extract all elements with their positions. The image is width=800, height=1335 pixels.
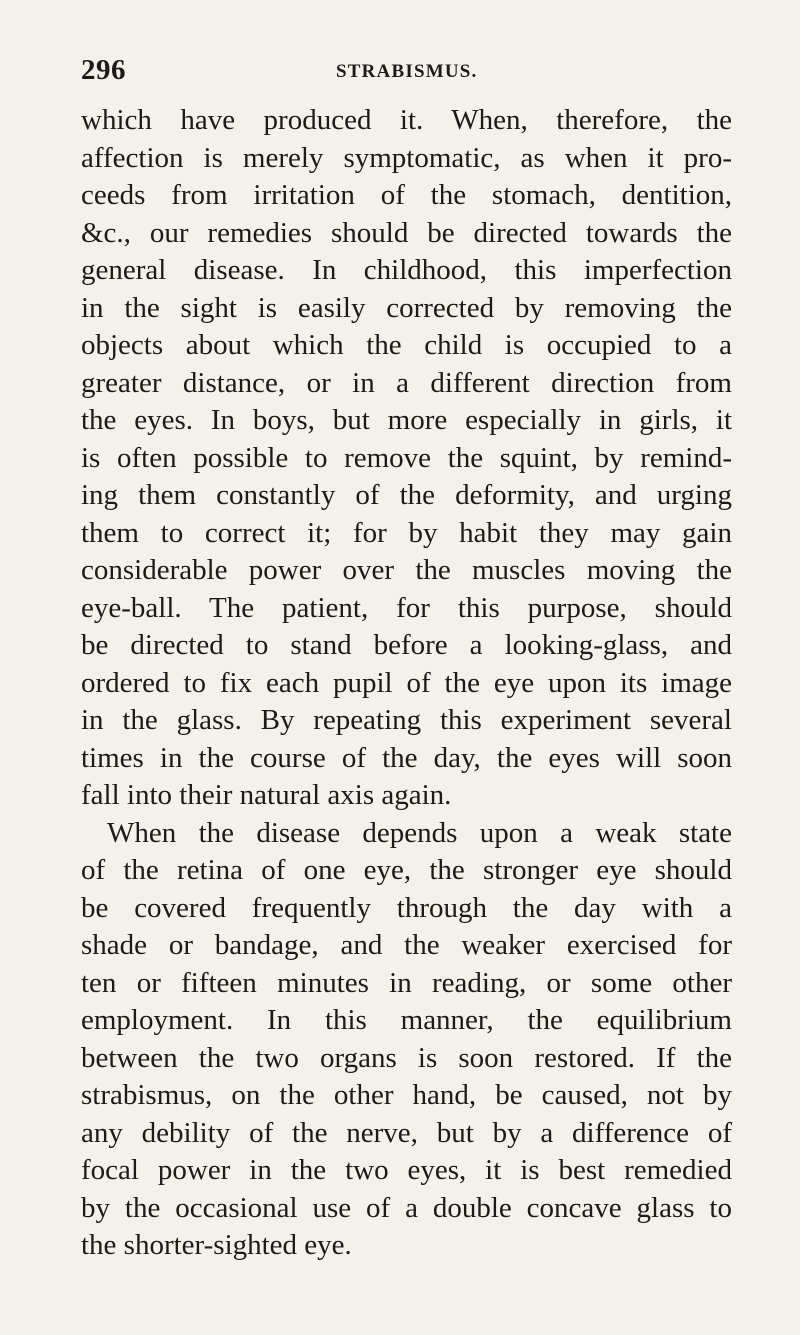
text-line: general disease. In childhood, this imperfection (81, 254, 732, 286)
text-line: considerable power over the muscles moving the (81, 554, 732, 586)
text-line: between the two organs is soon restored. If the (81, 1041, 732, 1074)
text-line: strabismus, on the other hand, be caused, not by (81, 1079, 732, 1111)
text-line: any debility of the nerve, but by a difference of (81, 1116, 732, 1149)
page-number: 296 (81, 54, 126, 86)
text-line: them to correct it; for by habit they may gain (81, 516, 732, 549)
text-line: ceeds from irritation of the stomach, dentition, (81, 179, 732, 211)
text-line: be directed to stand before a looking-glass, and (81, 629, 732, 661)
text-line: ing them constantly of the deformity, and urging (81, 479, 732, 511)
text-line: of the retina of one eye, the stronger eye should (81, 854, 732, 886)
text-line: which have produced it. When, therefore, the (81, 104, 732, 136)
text-line: affection is merely symptomatic, as when it pro- (81, 141, 732, 174)
running-head (81, 52, 732, 96)
body-text (81, 102, 732, 1265)
text-line: be covered frequently through the day with a (81, 891, 732, 924)
text-line: fall into their natural axis again. (81, 779, 452, 811)
text-line: ten or fifteen minutes in reading, or some other (81, 966, 732, 999)
text-line: shade or bandage, and the weaker exercised for (81, 929, 732, 961)
text-line: eye-ball. The patient, for this purpose, should (81, 591, 732, 624)
text-line: the eyes. In boys, but more especially in girls, it (81, 404, 732, 436)
text-line: by the occasional use of a double concave glass to (81, 1191, 732, 1224)
text-line: ordered to fix each pupil of the eye upon its image (81, 666, 732, 699)
text-line: When the disease depends upon a weak state (107, 816, 732, 849)
text-line: the shorter-sighted eye. (81, 1229, 352, 1261)
text-line: is often possible to remove the squint, by remind- (81, 441, 732, 474)
text-line: focal power in the two eyes, it is best remedied (81, 1154, 732, 1186)
text-line: in the sight is easily corrected by removing the (81, 291, 732, 324)
text-line: &c., our remedies should be directed towards the (81, 216, 732, 249)
text-line: employment. In this manner, the equilibrium (81, 1004, 732, 1036)
text-line: greater distance, or in a different direction from (81, 366, 732, 399)
text-line: objects about which the child is occupied to a (81, 329, 732, 361)
text-line: in the glass. By repeating this experiment several (81, 704, 732, 736)
paragraph (81, 102, 732, 815)
running-title: STRABISMUS. (336, 61, 478, 82)
paragraph (81, 815, 732, 1265)
text-line: times in the course of the day, the eyes will soon (81, 741, 732, 774)
